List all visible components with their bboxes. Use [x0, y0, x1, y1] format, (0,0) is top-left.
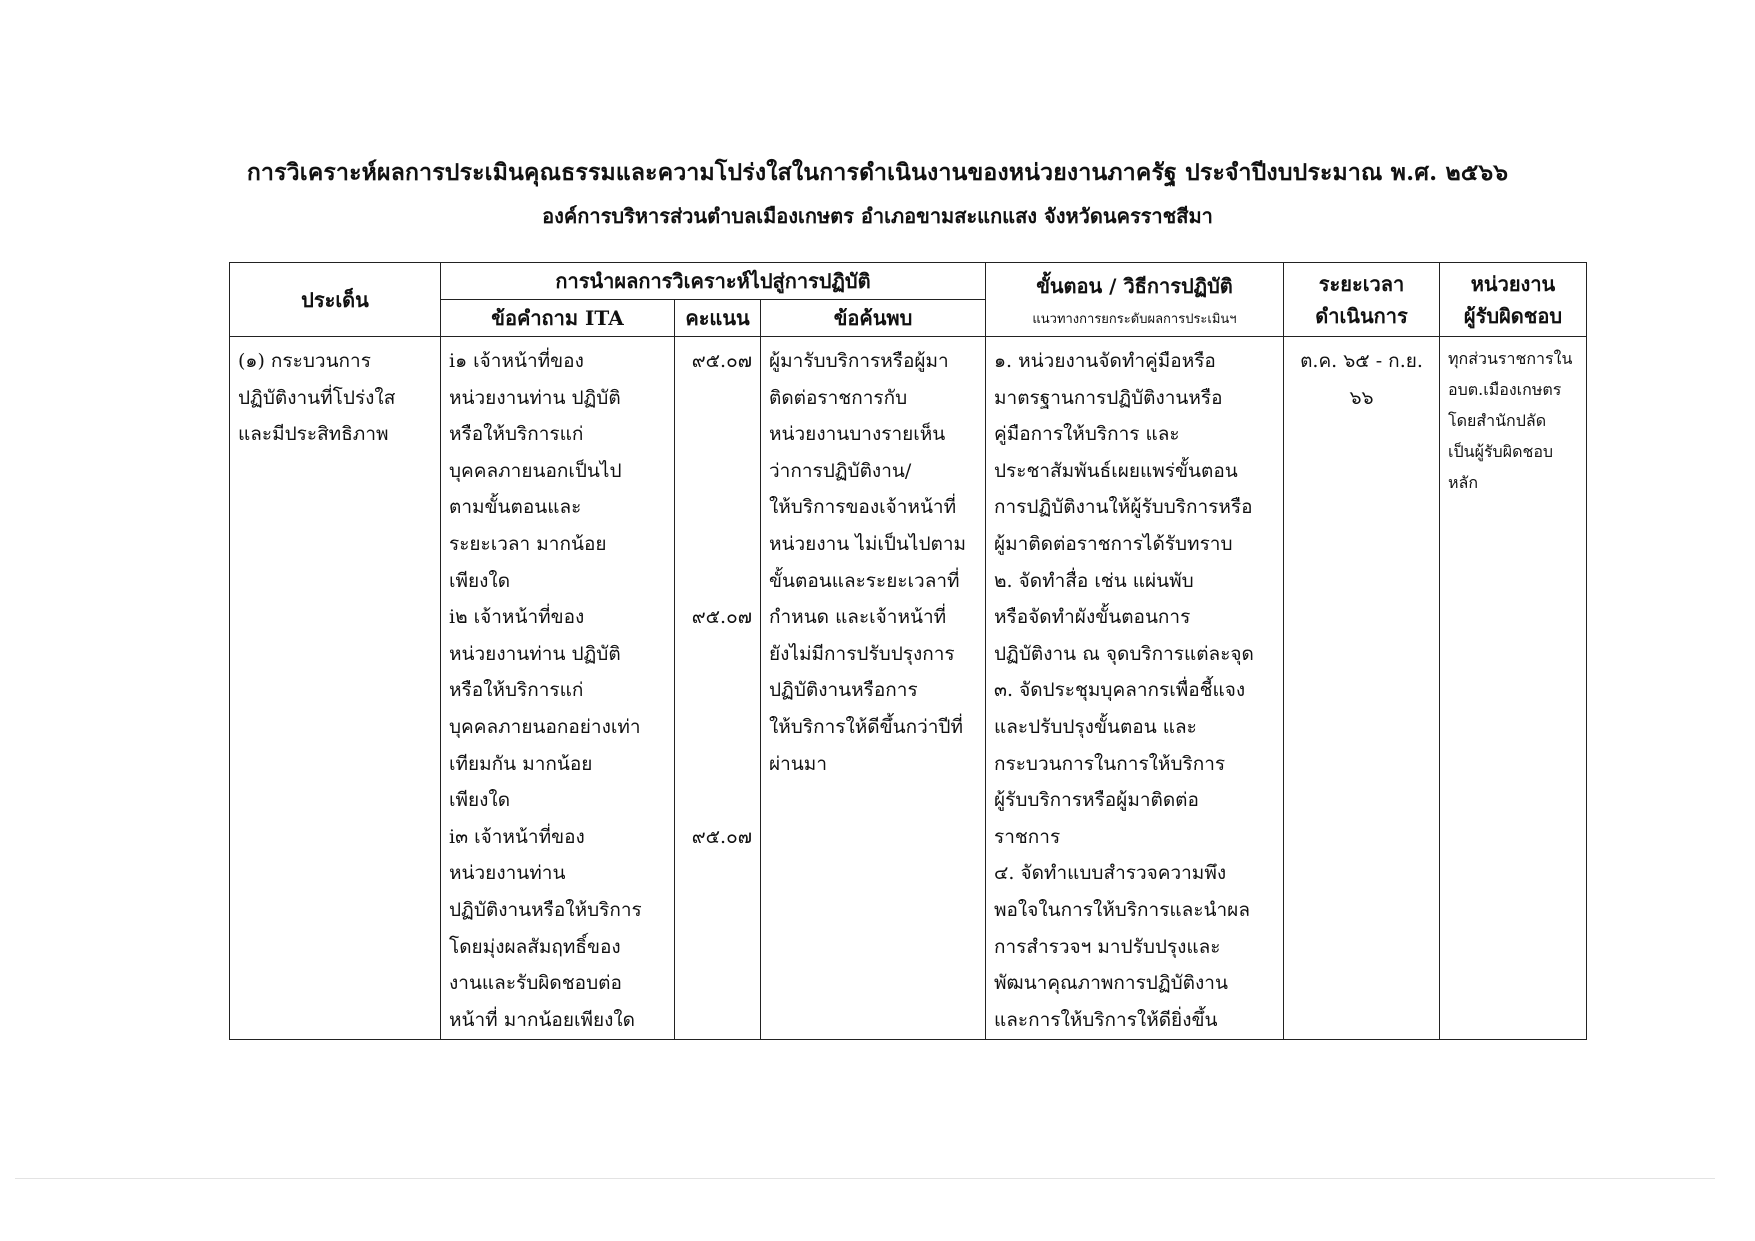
findings-line: ติดต่อราชการกับ	[769, 386, 908, 409]
question-1-line: i๑ เจ้าหน้าที่ของ	[449, 350, 584, 372]
analysis-table	[229, 262, 1587, 1040]
header-score: คะแนน	[675, 300, 761, 337]
question-2-line: หน่วยงานท่าน ปฏิบัติ	[449, 642, 621, 665]
question-2-score: ๙๕.๐๗	[691, 606, 752, 629]
steps-line: ๑. หน่วยงานจัดทำคู่มือหรือ	[994, 350, 1216, 372]
steps-line: การสำรวจฯ มาปรับปรุงและ	[994, 935, 1221, 958]
steps-line: การปฏิบัติงานให้ผู้รับบริการหรือ	[994, 496, 1253, 519]
findings-line: ให้บริการให้ดีขึ้นกว่าปีที่	[769, 715, 963, 738]
steps-line: พัฒนาคุณภาพการปฏิบัติงาน	[994, 972, 1228, 995]
steps-line: กระบวนการในการให้บริการ	[994, 752, 1226, 775]
header-duration-line1: ระยะเวลา	[1318, 271, 1405, 296]
question-1-line: บุคคลภายนอกเป็นไป	[449, 459, 622, 482]
header-ita-question: ข้อคำถาม ITA	[441, 300, 675, 337]
findings-line: ว่าการปฏิบัติงาน/	[769, 459, 912, 482]
responsible-line: หลัก	[1448, 473, 1479, 492]
cell-issue	[230, 337, 441, 1040]
findings-line: ผ่านมา	[769, 752, 827, 775]
responsible-line: ทุกส่วนราชการใน	[1448, 349, 1573, 368]
findings-line: หน่วยงานบางรายเห็น	[769, 423, 946, 446]
document-title: การวิเคราะห์ผลการประเมินคุณธรรมและความโปร่งใสในการดำเนินงานของหน่วยงานภาครัฐ ประจำปีงบประมาณ พ.ศ. ๒๕๖๖	[246, 159, 1509, 186]
page-bottom-divider	[15, 1178, 1715, 1179]
findings-line: ยังไม่มีการปรับปรุงการ	[769, 642, 955, 665]
steps-line: ราชการ	[994, 825, 1061, 848]
question-3-line: ปฏิบัติงานหรือให้บริการ	[449, 898, 642, 921]
steps-line: ๒. จัดทำสื่อ เช่น แผ่นพับ	[994, 569, 1194, 592]
issue-line: (๑) กระบวนการ	[238, 350, 371, 372]
issue-line: และมีประสิทธิภาพ	[238, 423, 389, 446]
issue-line: ปฏิบัติงานที่โปร่งใส	[238, 386, 396, 409]
document-subtitle: องค์การบริหารส่วนตำบลเมืองเกษตร อำเภอขามสะแกแสง จังหวัดนครราชสีมา	[542, 204, 1213, 228]
header-implementation: การนำผลการวิเคราะห์ไปสู่การปฏิบัติ	[441, 263, 986, 300]
steps-line: ๔. จัดทำแบบสำรวจความพึง	[994, 862, 1227, 885]
header-duration-line2: ดำเนินการ	[1315, 303, 1408, 328]
cell-responsible	[1440, 337, 1587, 1040]
question-3-line: งานและรับผิดชอบต่อ	[449, 972, 622, 995]
steps-line: พอใจในการให้บริการและนำผล	[994, 898, 1250, 921]
cell-steps	[986, 337, 1284, 1040]
responsible-line: โดยสำนักปลัด	[1448, 411, 1547, 430]
findings-line: กำหนด และเจ้าหน้าที่	[769, 606, 947, 629]
steps-line: หรือจัดทำผังขั้นตอนการ	[994, 606, 1191, 629]
header-duration	[1284, 263, 1440, 337]
header-responsible-line2: ผู้รับผิดชอบ	[1463, 303, 1563, 328]
steps-line: มาตรฐานการปฏิบัติงานหรือ	[994, 386, 1223, 409]
question-1-line: หรือให้บริการแก่	[449, 423, 584, 446]
header-responsible	[1440, 263, 1587, 337]
duration-line: ๖๖	[1349, 386, 1374, 409]
question-2-line: บุคคลภายนอกอย่างเท่า	[449, 715, 641, 738]
question-3-line: หน้าที่ มากน้อยเพียงใด	[449, 1008, 636, 1031]
question-1-score: ๙๕.๐๗	[691, 350, 752, 372]
question-2-line: i๒ เจ้าหน้าที่ของ	[449, 606, 585, 629]
question-3-line: i๓ เจ้าหน้าที่ของ	[449, 825, 585, 848]
header-issue: ประเด็น	[230, 263, 441, 337]
question-3-line: หน่วยงานท่าน	[449, 862, 566, 885]
steps-line: ผู้มาติดต่อราชการได้รับทราบ	[994, 532, 1233, 555]
question-3-line: โดยมุ่งผลสัมฤทธิ์ของ	[449, 935, 621, 958]
header-steps	[986, 263, 1284, 337]
steps-line: ๓. จัดประชุมบุคลากรเพื่อชี้แจง	[994, 679, 1246, 702]
question-3-score: ๙๕.๐๗	[691, 825, 752, 848]
duration-line: ต.ค. ๖๕ - ก.ย.	[1300, 350, 1423, 372]
responsible-line: อบต.เมืองเกษตร	[1448, 380, 1562, 399]
question-1-line: ระยะเวลา มากน้อย	[449, 532, 607, 555]
question-2-line: เทียมกัน มากน้อย	[449, 752, 593, 775]
question-2-line: เพียงใด	[449, 789, 511, 812]
steps-line: คู่มือการให้บริการ และ	[994, 423, 1180, 446]
question-1-line: ตามขั้นตอนและ	[449, 496, 582, 519]
cell-ita-questions	[441, 337, 675, 1040]
header-steps-label: ขั้นตอน / วิธีการปฏิบัติ	[1036, 274, 1233, 298]
cell-duration	[1284, 337, 1440, 1040]
steps-line: และปรับปรุงขั้นตอน และ	[994, 715, 1197, 738]
steps-line: ประชาสัมพันธ์เผยแพร่ขั้นตอน	[994, 459, 1238, 482]
findings-line: ขั้นตอนและระยะเวลาที่	[769, 569, 960, 592]
steps-line: ปฏิบัติงาน ณ จุดบริการแต่ละจุด	[994, 642, 1254, 665]
findings-line: ปฏิบัติงานหรือการ	[769, 679, 918, 702]
question-1-line: หน่วยงานท่าน ปฏิบัติ	[449, 386, 621, 409]
findings-line: หน่วยงาน ไม่เป็นไปตาม	[769, 532, 967, 555]
question-1-line: เพียงใด	[449, 569, 511, 592]
question-2-line: หรือให้บริการแก่	[449, 679, 584, 702]
steps-line: ผู้รับบริการหรือผู้มาติดต่อ	[994, 789, 1199, 812]
cell-findings	[761, 337, 986, 1040]
findings-line: ผู้มารับบริการหรือผู้มา	[769, 350, 949, 372]
steps-line: และการให้บริการให้ดียิ่งขึ้น	[994, 1008, 1218, 1031]
cell-scores	[675, 337, 761, 1040]
header-findings: ข้อค้นพบ	[761, 300, 986, 337]
header-responsible-line1: หน่วยงาน	[1470, 271, 1556, 296]
findings-line: ให้บริการของเจ้าหน้าที่	[769, 496, 957, 519]
responsible-line: เป็นผู้รับผิดชอบ	[1448, 442, 1554, 461]
header-steps-sublabel: แนวทางการยกระดับผลการประเมินฯ	[1032, 312, 1237, 327]
